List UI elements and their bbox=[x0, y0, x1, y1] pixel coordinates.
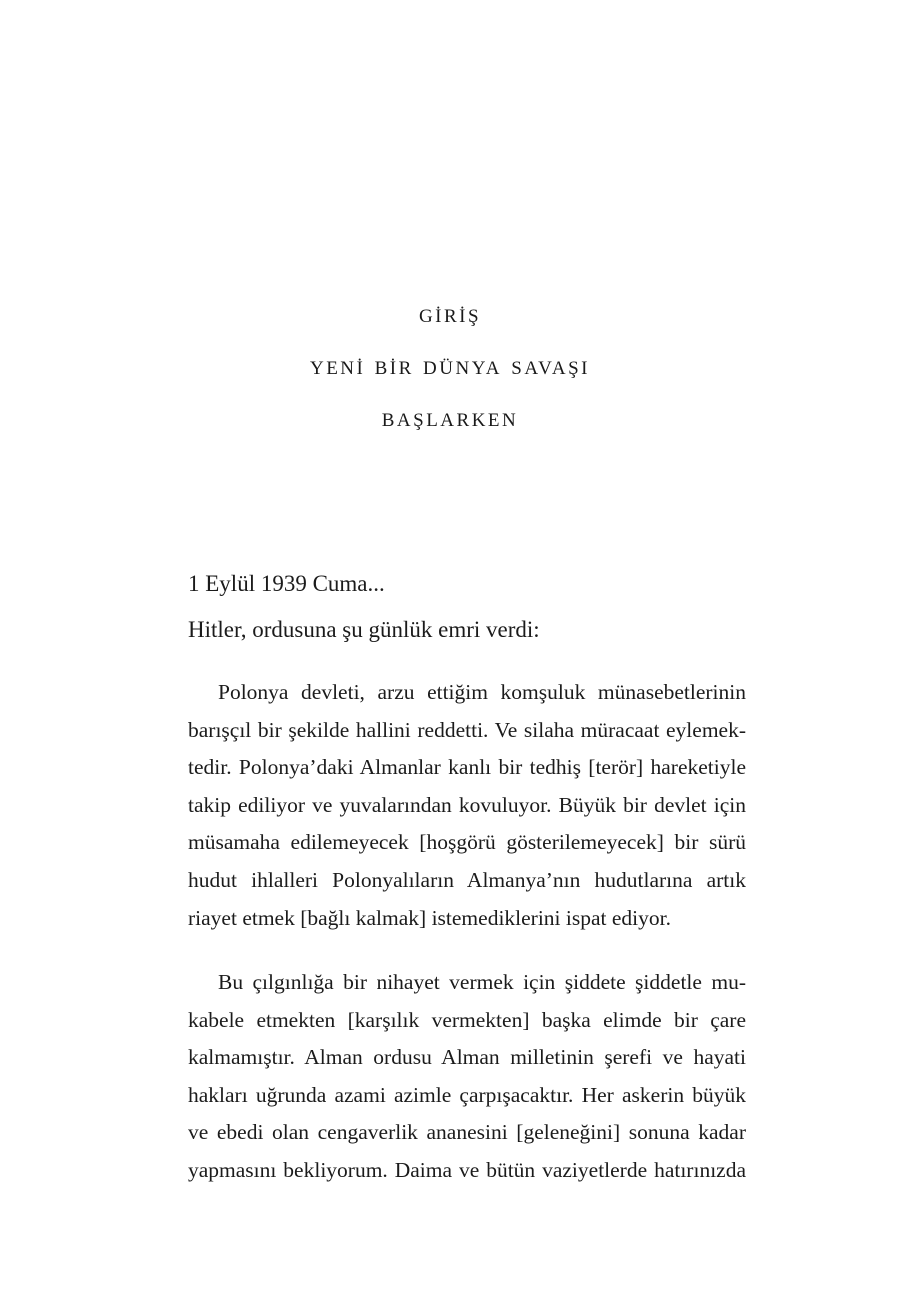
paragraph-line: müsamaha edilemeyecek [hoşgörü gösterilemeyecek] bir sürü bbox=[188, 830, 746, 855]
chapter-title-line-2: yeni̇ bi̇r dünya savaşi bbox=[309, 350, 591, 380]
paragraph-line: riayet etmek [bağlı kalmak] istemediklerini ispat ediyor. bbox=[188, 905, 672, 930]
paragraph-line: Polonya devleti, arzu ettiğim komşuluk münasebetlerinin bbox=[218, 680, 746, 704]
chapter-title-line-3: başlarken bbox=[381, 402, 519, 432]
quote-paragraph-2 bbox=[188, 964, 746, 1190]
paragraph-line: takip ediliyor ve yuvalarından kovuluyor. Büyük bir devlet için bbox=[188, 792, 746, 817]
paragraph-line: tedir. Polonya’daki Almanlar kanlı bir tedhiş [terör] hareketiyle bbox=[188, 755, 746, 780]
paragraph-line: kabele etmekten [karşılık vermekten] başka elimde bir çare bbox=[188, 1007, 746, 1032]
paragraph-line: barışçıl bir şekilde hallini reddetti. Ve silaha müracaat eylemek- bbox=[188, 717, 746, 742]
quote-paragraph-1 bbox=[188, 674, 746, 937]
paragraph-line: ve ebedi olan cengaverlik ananesini [geleneğini] sonuna kadar bbox=[188, 1120, 746, 1145]
chapter-title-line-1: gi̇ri̇ş bbox=[418, 298, 482, 328]
order-intro-line: Hitler, ordusuna şu günlük emri verdi: bbox=[188, 617, 540, 642]
paragraph-line: hudut ihlalleri Polonyalıların Almanya’nın hudutlarına artık bbox=[188, 867, 746, 892]
paragraph-line: kalmamıştır. Alman ordusu Alman milletinin şerefi ve hayati bbox=[188, 1045, 746, 1070]
paragraph-line: Bu çılgınlığa bir nihayet vermek için şiddete şiddetle mu- bbox=[218, 970, 746, 994]
paragraph-line: hakları uğrunda azami azimle çarpışacaktır. Her askerin büyük bbox=[188, 1082, 746, 1107]
paragraph-line: yapmasını bekliyorum. Daima ve bütün vaziyetlerde hatırınızda bbox=[188, 1157, 746, 1182]
date-line: 1 Eylül 1939 Cuma... bbox=[188, 571, 385, 596]
